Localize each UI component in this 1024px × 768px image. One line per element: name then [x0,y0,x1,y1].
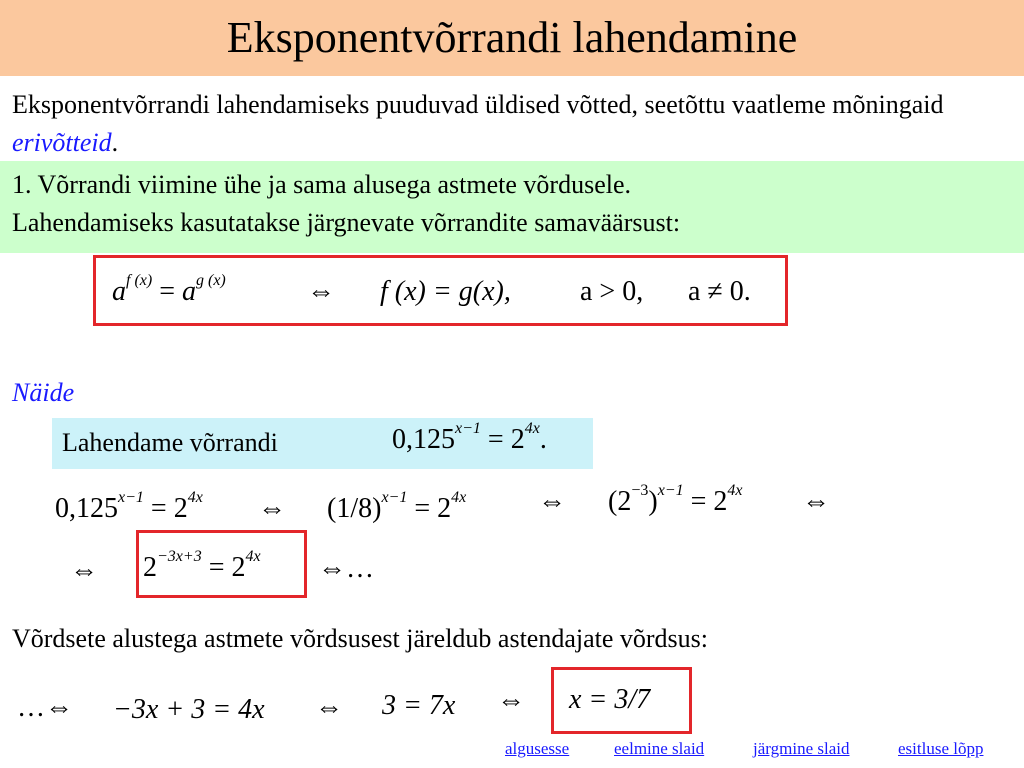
step-4 [143,548,261,584]
step-3-base: (2 [608,486,632,517]
step-4-rhs: = 2 [201,552,246,583]
example-equation [392,420,547,456]
step-continuation: ⇔… [318,553,374,584]
step-1-base: 0,125 [55,493,118,524]
formula-iff: ⇔ [307,276,335,307]
step-1-rhs: = 2 [143,493,188,524]
step-1-exp: x−1 [118,489,144,506]
step-iff-2: ⇔ [538,486,566,517]
step-3-inner-exp: −3 [631,482,649,499]
example-text: Lahendame võrrandi [62,428,278,457]
intro-text: Eksponentvõrrandi lahendamiseks puuduvad üldised võtted, seetõttu vaatleme mõningaid [12,90,944,119]
step-3 [608,482,743,518]
example-label: Näide [12,378,75,407]
step-3-rhs: = 2 [683,486,728,517]
formula-lhs [112,272,226,308]
final-iff-1: ⇔ [315,692,343,723]
example-rhs: = 2 [480,424,525,455]
conclusion-text: Võrdsete alustega astmete võrdsusest järeldub astendajate võrdsus: [12,624,709,653]
step-iff-1: ⇔ [258,493,286,524]
step-4-base: 2 [143,552,157,583]
step-2 [327,489,467,525]
example-rhs-exp: 4x [524,420,540,437]
formula-exp-f: f (x) [126,272,153,289]
step-iff-3: ⇔ [802,486,830,517]
nav-prev-link[interactable]: eelmine slaid [614,739,705,758]
rule-line-2: Lahendamiseks kasutatakse järgnevate võrrandite samaväärsust: [12,208,681,237]
step-4-rhs-exp: 4x [245,548,261,565]
step-2-exp: x−1 [381,489,408,506]
formula-cond1: a > 0, [580,276,644,307]
formula-base-a2: a [182,276,196,307]
final-eq-2: 3 = 7x [382,690,456,721]
nav-next-link[interactable]: järgmine slaid [753,739,850,758]
step-3-exp: x−1 [657,482,684,499]
final-lead: …⇔ [17,692,73,723]
final-eq-1: −3x + 3 = 4x [113,694,265,725]
step-4-exp: −3x+3 [157,548,202,565]
formula-equals: = [152,276,182,307]
final-iff-2: ⇔ [497,685,525,716]
intro-paragraph [12,86,1012,162]
step-3-rhs-exp: 4x [727,482,743,499]
formula-exp-g: g (x) [196,272,226,289]
step-1-rhs-exp: 4x [187,489,203,506]
step-iff-4: ⇔ [70,555,98,586]
formula-base-a: a [112,276,126,307]
formula-rhs: f (x) = g(x), [380,276,511,307]
nav-end-link[interactable]: esitluse lõpp [898,739,984,758]
slide-title: Eksponentvõrrandi lahendamine [226,13,798,62]
step-2-rhs: = 2 [407,493,452,524]
example-exp: x−1 [455,420,481,437]
rule-line-1: 1. Võrrandi viimine ühe ja sama alusega astmete võrdusele. [12,170,631,199]
example-end: . [539,424,547,455]
step-2-rhs-exp: 4x [451,489,467,506]
step-1 [55,489,203,525]
formula-cond2: a ≠ 0. [688,276,751,307]
step-2-base: (1/8) [327,493,382,524]
nav-start-link[interactable]: algusesse [505,739,570,758]
rule-paragraph [12,166,1012,242]
intro-end: . [111,128,119,157]
final-answer: x = 3/7 [569,684,651,715]
example-base: 0,125 [392,424,455,455]
intro-emphasis: erivõtteid [12,128,112,157]
step-3-close: ) [648,486,658,517]
